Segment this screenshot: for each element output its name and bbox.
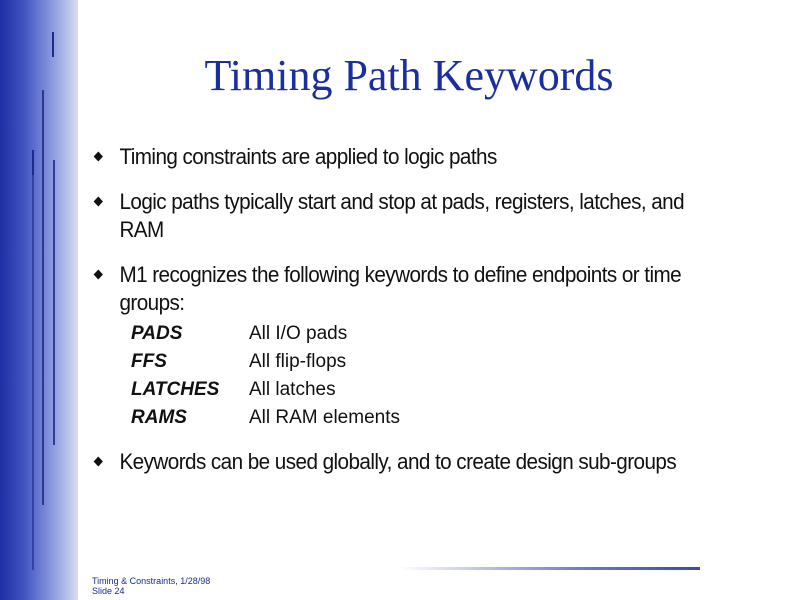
footer-title: Timing & Constraints, 1/28/98 — [92, 576, 211, 586]
bullet-text: Keywords can be used globally, and to create design sub-groups — [119, 449, 677, 474]
decorative-sidebar — [0, 0, 78, 600]
keyword-description: All I/O pads — [249, 323, 348, 344]
decorative-line — [42, 90, 44, 505]
keyword-name: RAMS — [131, 407, 187, 428]
keyword-name: PADS — [131, 323, 183, 344]
decorative-line — [53, 160, 55, 445]
keyword-name: FFS — [131, 351, 167, 372]
keyword-description: All RAM elements — [249, 407, 400, 428]
bullet-item — [95, 261, 697, 317]
slide-number: Slide 24 — [92, 586, 125, 596]
footer-divider — [400, 567, 700, 570]
bullet-item — [95, 448, 697, 476]
bullet-item — [95, 188, 697, 244]
decorative-line — [52, 32, 54, 57]
keyword-description: All flip-flops — [249, 351, 347, 372]
decorative-line — [32, 150, 34, 175]
slide-title: Timing Path Keywords — [204, 51, 614, 100]
decorative-line — [32, 175, 34, 570]
bullet-item — [95, 143, 697, 171]
keyword-description: All latches — [249, 379, 336, 400]
bullet-text: Timing constraints are applied to logic paths — [119, 144, 497, 169]
slide-footer — [92, 576, 210, 596]
bullet-text: M1 recognizes the following keywords to define endpoints or time groups: — [119, 262, 682, 315]
bullet-text: Logic paths typically start and stop at pads, registers, latches, and RAM — [119, 189, 685, 242]
keyword-name: LATCHES — [131, 379, 220, 400]
